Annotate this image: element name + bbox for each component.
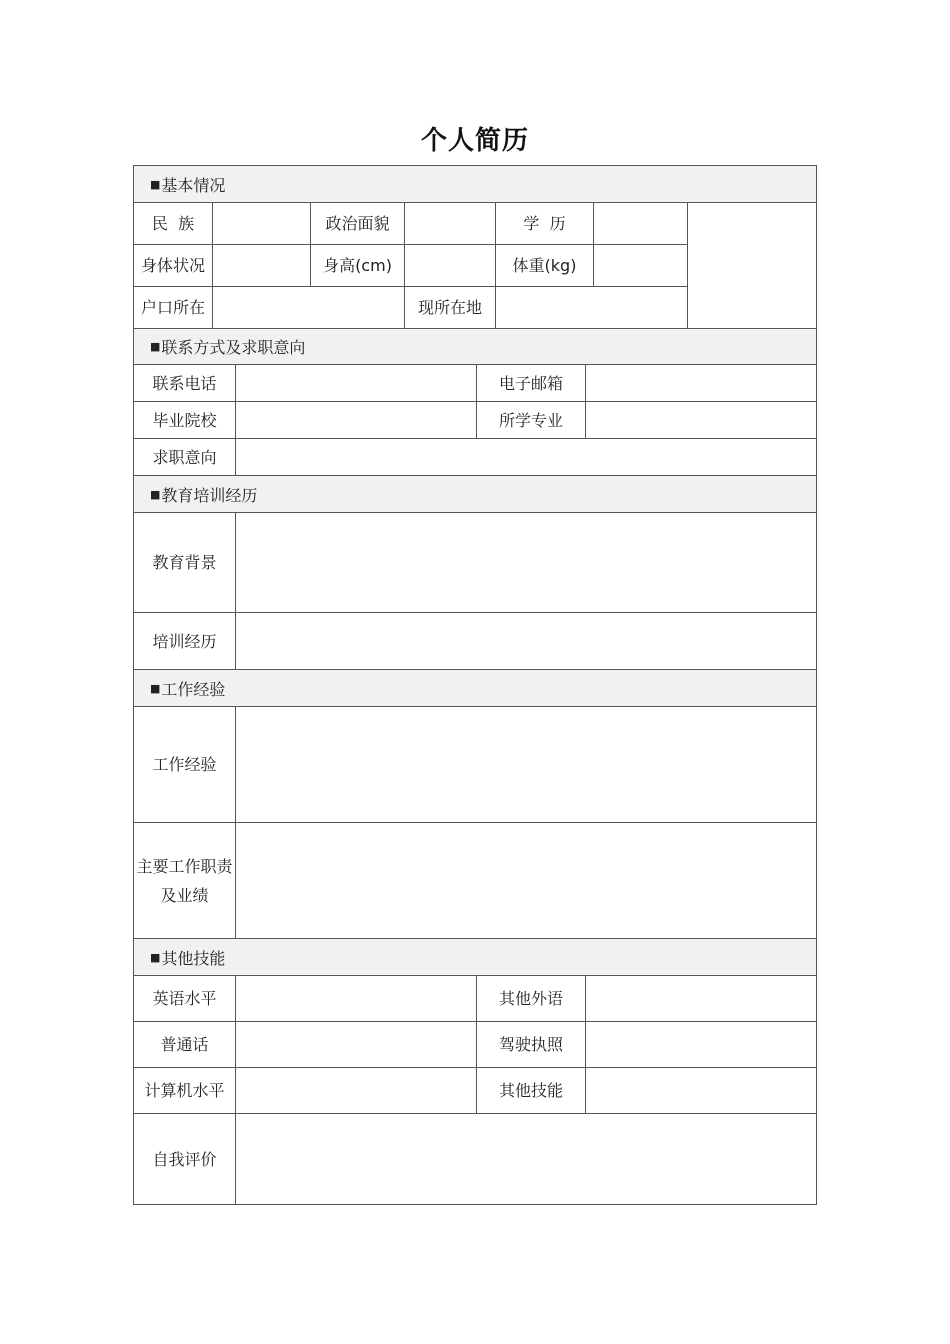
input-work-experience[interactable] <box>236 707 816 823</box>
input-other-skills[interactable] <box>586 1068 816 1114</box>
section-marker-icon: ■ <box>150 340 161 353</box>
label-duties <box>134 823 236 939</box>
input-political-status[interactable] <box>405 203 496 245</box>
input-education-background[interactable] <box>236 513 816 613</box>
section-header-education <box>134 476 816 513</box>
label-ethnicity: 民 族 <box>134 203 213 245</box>
input-major[interactable] <box>586 402 816 439</box>
input-health[interactable] <box>213 245 311 287</box>
section-title-contact: 联系方式及求职意向 <box>161 338 306 357</box>
label-degree: 学 历 <box>496 203 594 245</box>
label-height: 身高(cm) <box>311 245 405 287</box>
label-job-intent: 求职意向 <box>134 439 236 476</box>
label-other-skills: 其他技能 <box>477 1068 586 1114</box>
label-english: 英语水平 <box>134 976 236 1022</box>
label-duties-line2: 及业绩 <box>160 885 209 905</box>
input-driving-license[interactable] <box>586 1022 816 1068</box>
input-phone[interactable] <box>236 365 477 402</box>
label-driving-license: 驾驶执照 <box>477 1022 586 1068</box>
label-computer: 计算机水平 <box>134 1068 236 1114</box>
label-health: 身体状况 <box>134 245 213 287</box>
section-header-contact <box>134 329 816 365</box>
input-degree[interactable] <box>594 203 688 245</box>
input-ethnicity[interactable] <box>213 203 311 245</box>
input-job-intent[interactable] <box>236 439 816 476</box>
label-training: 培训经历 <box>134 613 236 670</box>
label-weight: 体重(kg) <box>496 245 594 287</box>
section-title-work: 工作经验 <box>161 679 226 699</box>
photo-area[interactable] <box>688 203 816 329</box>
input-self-evaluation[interactable] <box>236 1114 816 1204</box>
input-current-location[interactable] <box>496 287 688 329</box>
input-computer[interactable] <box>236 1068 477 1114</box>
resume-table <box>133 165 817 1205</box>
label-mandarin: 普通话 <box>134 1022 236 1068</box>
label-duties-line1: 主要工作职责 <box>136 856 233 876</box>
section-marker-icon: ■ <box>150 950 161 964</box>
label-other-language: 其他外语 <box>477 976 586 1022</box>
input-other-language[interactable] <box>586 976 816 1022</box>
input-training[interactable] <box>236 613 816 670</box>
label-email: 电子邮箱 <box>477 365 586 402</box>
input-school[interactable] <box>236 402 477 439</box>
label-political-status: 政治面貌 <box>311 203 405 245</box>
label-hukou: 户口所在 <box>134 287 213 329</box>
label-current-location: 现所在地 <box>405 287 496 329</box>
section-header-skills <box>134 939 816 976</box>
label-phone: 联系电话 <box>134 365 236 402</box>
section-title-skills: 其他技能 <box>161 948 226 968</box>
label-school: 毕业院校 <box>134 402 236 439</box>
section-header-basic <box>134 166 816 203</box>
input-mandarin[interactable] <box>236 1022 477 1068</box>
input-english[interactable] <box>236 976 477 1022</box>
label-major: 所学专业 <box>477 402 586 439</box>
input-weight[interactable] <box>594 245 688 287</box>
label-self-evaluation: 自我评价 <box>134 1114 236 1204</box>
section-header-work <box>134 670 816 707</box>
section-title-basic: 基本情况 <box>161 175 226 195</box>
section-title-education: 教育培训经历 <box>161 485 258 505</box>
section-marker-icon: ■ <box>150 487 161 501</box>
label-work-experience: 工作经验 <box>134 707 236 823</box>
page-title: 个人简历 <box>420 126 529 156</box>
label-education-background: 教育背景 <box>134 513 236 613</box>
input-height[interactable] <box>405 245 496 287</box>
input-email[interactable] <box>586 365 816 402</box>
input-duties[interactable] <box>236 823 816 939</box>
section-marker-icon: ■ <box>150 681 161 695</box>
section-marker-icon: ■ <box>150 177 161 191</box>
input-hukou[interactable] <box>213 287 405 329</box>
